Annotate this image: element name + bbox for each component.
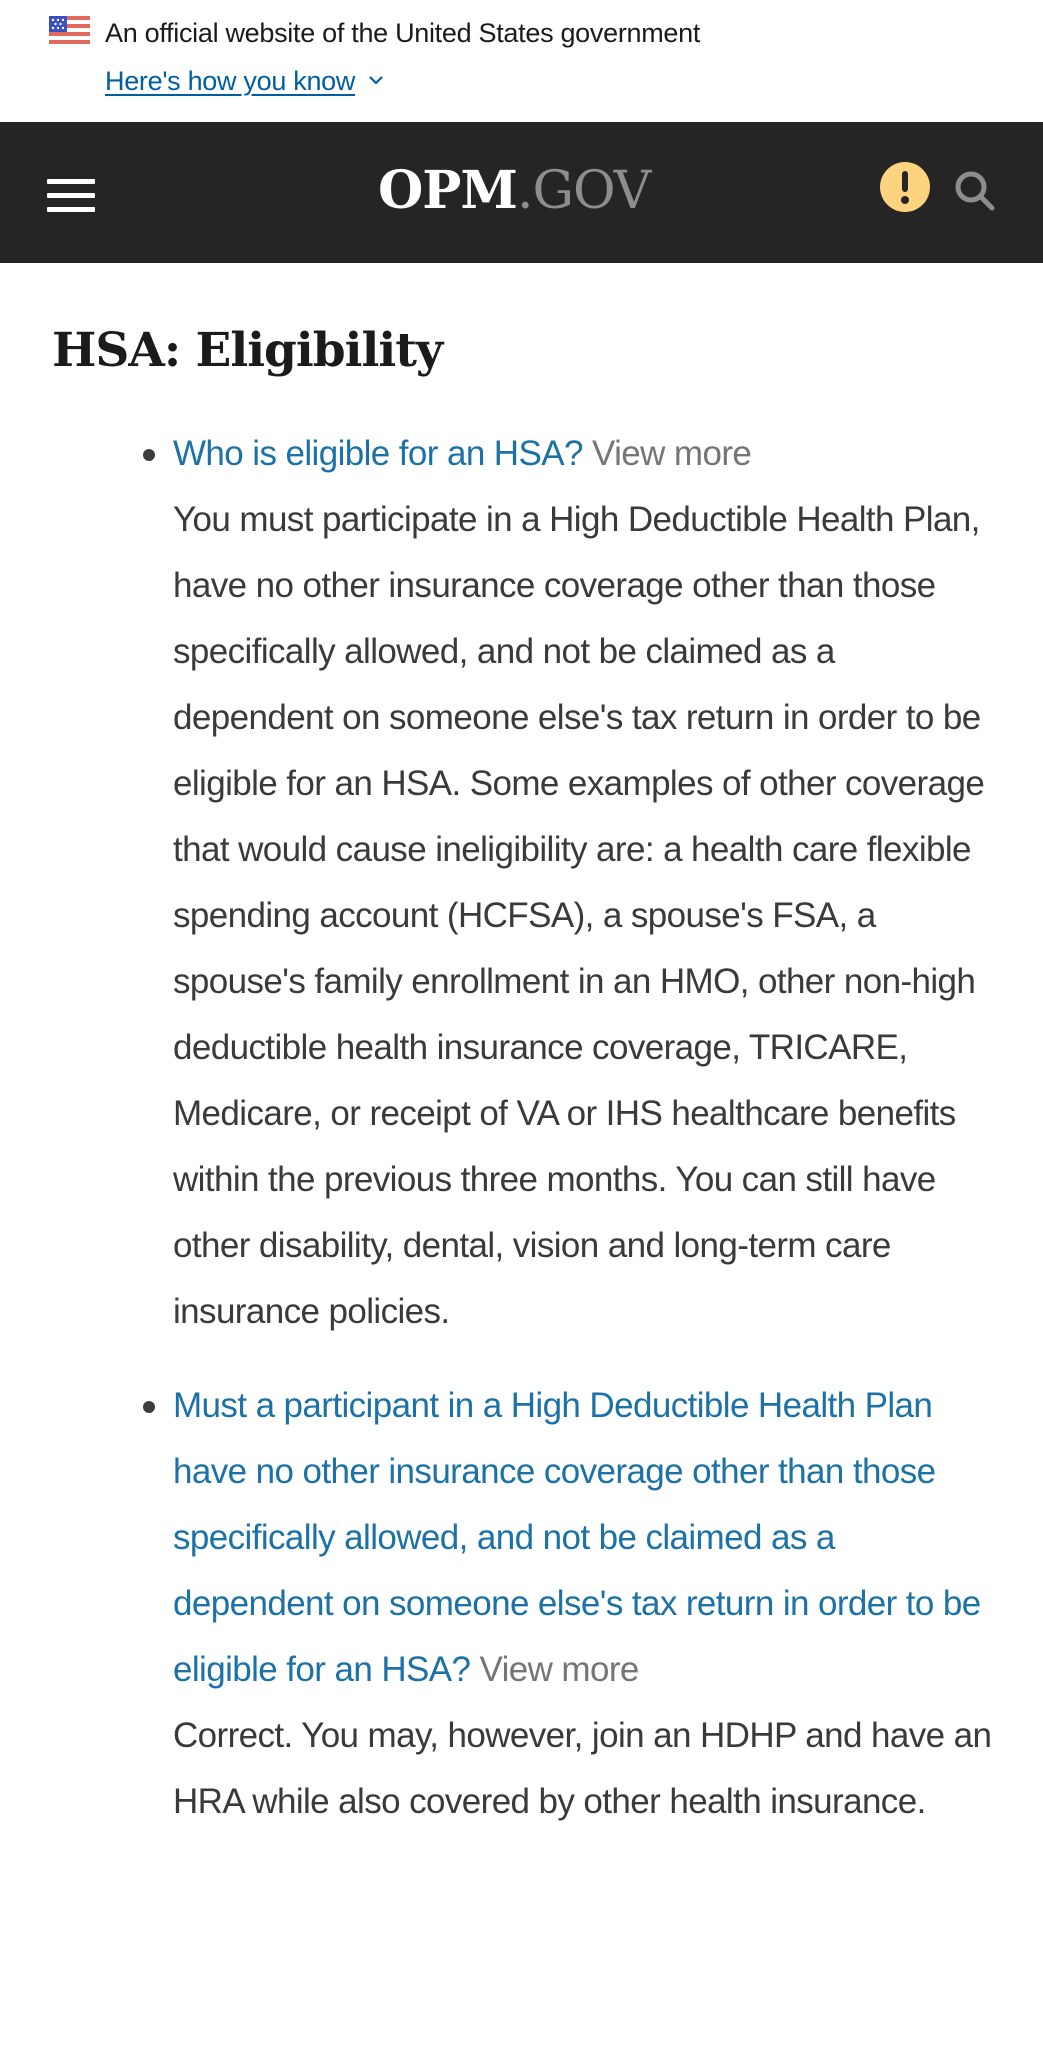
chevron-down-icon [367, 71, 385, 89]
faq-list [0, 421, 1043, 1835]
gov-banner [0, 0, 1043, 122]
view-more-link[interactable]: View more [591, 434, 752, 473]
faq-question-link[interactable]: Must a participant in a High Deductible Health Plan have no other insurance coverage other than those specifically allowed, and not be claimed as a dependent on someone else's tax return in order to be eligible for an HSA? [173, 1386, 981, 1689]
exclamation-alert-icon [902, 171, 908, 192]
logo-gov: .GOV [516, 161, 651, 221]
faq-answer: You must participate in a High Deductible Health Plan, have no other insurance coverage other than those specifically allowed, and not be claimed as a dependent on someone else's tax return in order to be eligible for an HSA. Some examples of other coverage that would cause ineligibility are: a health care flexible spending account (HCFSA), a spouse's FSA, a spouse's family enrollment in an HMO, other non-high deductible health insurance coverage, TRICARE, Medicare, or receipt of VA or IHS healthcare benefits within the previous three months. You can still have other disability, dental, vision and long-term care insurance policies. [173, 500, 985, 1331]
search-icon[interactable] [952, 168, 998, 214]
menu-bar [47, 179, 95, 184]
view-more-link[interactable]: View more [479, 1650, 639, 1689]
menu-bar [47, 193, 95, 198]
logo-opm: OPM [378, 160, 517, 221]
us-flag-icon [49, 16, 90, 46]
faq-answer: Correct. You may, however, join an HDHP and have an HRA while also covered by other health insurance. [173, 1716, 992, 1821]
faq-item [0, 1373, 1043, 1835]
hamburger-menu-button[interactable] [45, 177, 97, 213]
official-website-text: An official website of the United States government [105, 18, 701, 48]
page-title: HSA: Eligibility [52, 323, 443, 378]
heres-how-you-know-link[interactable] [105, 66, 385, 97]
site-header [0, 122, 1043, 263]
exclamation-alert-dot [901, 196, 909, 204]
heres-how-you-know-label: Here's how you know [105, 66, 356, 96]
faq-item [0, 421, 1043, 1345]
alert-button[interactable] [880, 162, 930, 212]
faq-question-link[interactable]: Who is eligible for an HSA? [173, 434, 583, 473]
menu-bar [47, 207, 95, 212]
opm-logo[interactable] [378, 156, 650, 226]
